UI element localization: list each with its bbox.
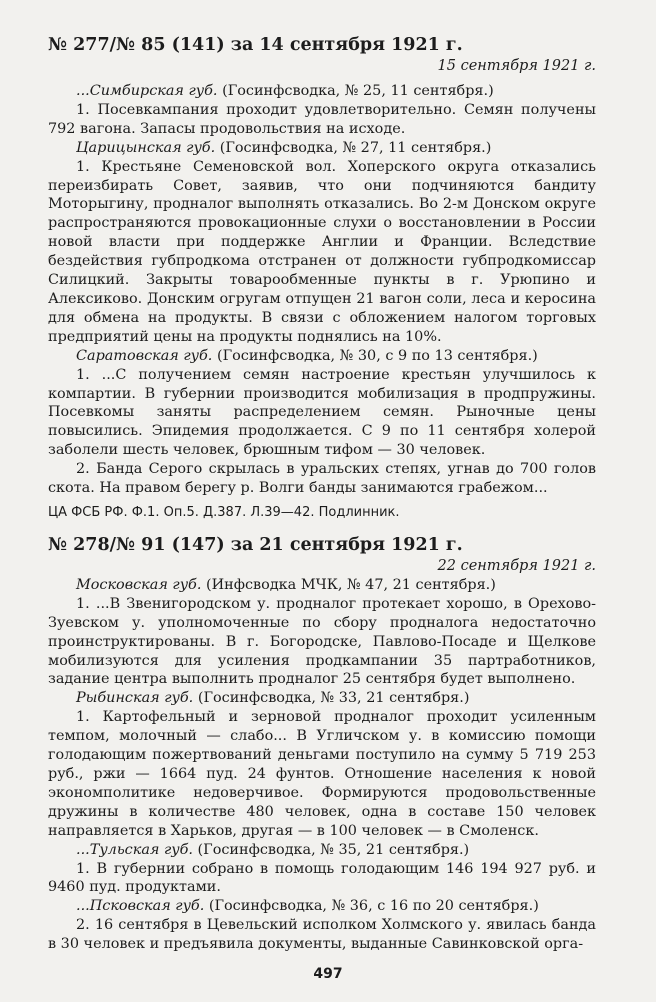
simbirsk-p1: 1. Посевкампания проходит удовлетворительно. Семян получены 792 вагона. Запасы продовольствия на исходе. bbox=[48, 101, 596, 137]
doc1-header: № 277/№ 85 (141) за 14 сентября 1921 г. bbox=[48, 35, 463, 55]
tula-source: (Госинфсводка, № 35, 21 сентября.) bbox=[192, 841, 470, 858]
saratov-source: (Госинфсводка, № 30, с 9 по 13 сентября.) bbox=[212, 347, 538, 364]
pskov-region: ...Псковская губ. bbox=[76, 898, 205, 915]
moscow-region: Московская губ. bbox=[76, 576, 202, 593]
moscow-source: (Инфсводка МЧК, № 47, 21 сентября.) bbox=[201, 576, 496, 593]
moscow-p1: 1. ...В Звенигородском у. продналог протекает хорошо, в Орехово-Зуевском у. уполномоченные по сбору продналога недостаточно проинструктированы. В г. Богородске, Павлово-Посаде и Щелкове мобилизуются для усиления продкампании 35 партработников, задание центра выполнить продналог 25 сентября будет выполнено. bbox=[48, 595, 596, 688]
simbirsk-heading bbox=[48, 82, 596, 101]
tula-p1: 1. В губернии собрано в помощь голодающим 146 194 927 руб. и 9460 пуд. продуктами. bbox=[48, 860, 596, 896]
tsaritsyn-p1: 1. Крестьяне Семеновской вол. Хоперского округа отказались переизбирать Совет, заявив, что они подчиняются бандиту Моторыгину, продналог выполнять отказались. Во 2-м Донском округе распространяются провокационные слухи о восстановлении в России новой власти при поддержке Англии и Франции. Вследствие бездействия губпродкома отстранен от должности губпродкомиссар Силицкий. Закрыты товарообменные пункты в г. Урюпино и Алексиково. Донским огругам отпущен 21 вагон соли, леса и керосина для обмена на продукты. В связи с обложением налогом торговых предприятий цены на продукты поднялись на 10%. bbox=[48, 158, 596, 345]
tsaritsyn-source: (Госинфсводка, № 27, 11 сентября.) bbox=[215, 139, 492, 156]
pskov-source: (Госинфсводка, № 36, с 16 по 20 сентября.) bbox=[204, 898, 539, 915]
page-content bbox=[48, 34, 596, 954]
moscow-heading bbox=[48, 576, 596, 595]
archive-reference: ЦА ФСБ РФ. Ф.1. Оп.5. Д.387. Л.39—42. Подлинник. bbox=[48, 504, 400, 520]
doc1-date: 15 сентября 1921 г. bbox=[437, 58, 596, 74]
saratov-p2: 2. Банда Серого скрылась в уральских степях, угнав до 700 голов скота. На правом берегу р. Волги банды занимаются грабежом... bbox=[48, 461, 596, 497]
pskov-p2: 2. 16 сентября в Цевельский исполком Холмского у. явилась банда в 30 человек и предъявила документы, выданные Савинковской орга- bbox=[48, 917, 596, 953]
rybinsk-region: Рыбинская губ. bbox=[76, 690, 194, 707]
tsaritsyn-region: Царицынская губ. bbox=[76, 139, 216, 156]
saratov-region: Саратовская губ. bbox=[76, 347, 213, 364]
rybinsk-source: (Госинфсводка, № 33, 21 сентября.) bbox=[193, 690, 470, 707]
saratov-heading bbox=[48, 347, 596, 366]
tsaritsyn-heading bbox=[48, 139, 596, 158]
simbirsk-region: ...Симбирская губ. bbox=[76, 83, 218, 99]
doc2-date: 22 сентября 1921 г. bbox=[437, 557, 596, 574]
rybinsk-p1: 1. Картофельный и зерновой продналог проходит усиленным темпом, молочный — слабо... В Угличском у. в комиссию помощи голодающим пожертвований деньгами поступило на сумму 5 719 253 руб., ржи — 1664 пуд. 24 фунтов. Отношение населения к новой экономполитике недоверчивое. Формируются продовольственные дружины в количестве 480 человек, одна в составе 150 человек направляется в Харьков, другая — в 100 человек — в Смоленск. bbox=[48, 709, 596, 839]
pskov-heading bbox=[48, 897, 596, 916]
page-number: 497 bbox=[313, 966, 343, 982]
tula-region: ...Тульская губ. bbox=[76, 841, 193, 858]
doc2-header: № 278/№ 91 (147) за 21 сентября 1921 г. bbox=[48, 534, 463, 555]
rybinsk-heading bbox=[48, 689, 596, 708]
saratov-p1: 1. ...С получением семян настроение крестьян улучшилось к компартии. В губернии производится мобилизация в продпружины. Посевкомы заняты распределением семян. Рыночные цены повысились. Эпидемия продолжается. С 9 по 11 сентября холерой заболели шесть человек, брюшным тифом — 30 человек. bbox=[48, 366, 596, 459]
simbirsk-source: (Госинфсводка, № 25, 11 сентября.) bbox=[217, 83, 494, 99]
tula-heading bbox=[48, 841, 596, 860]
